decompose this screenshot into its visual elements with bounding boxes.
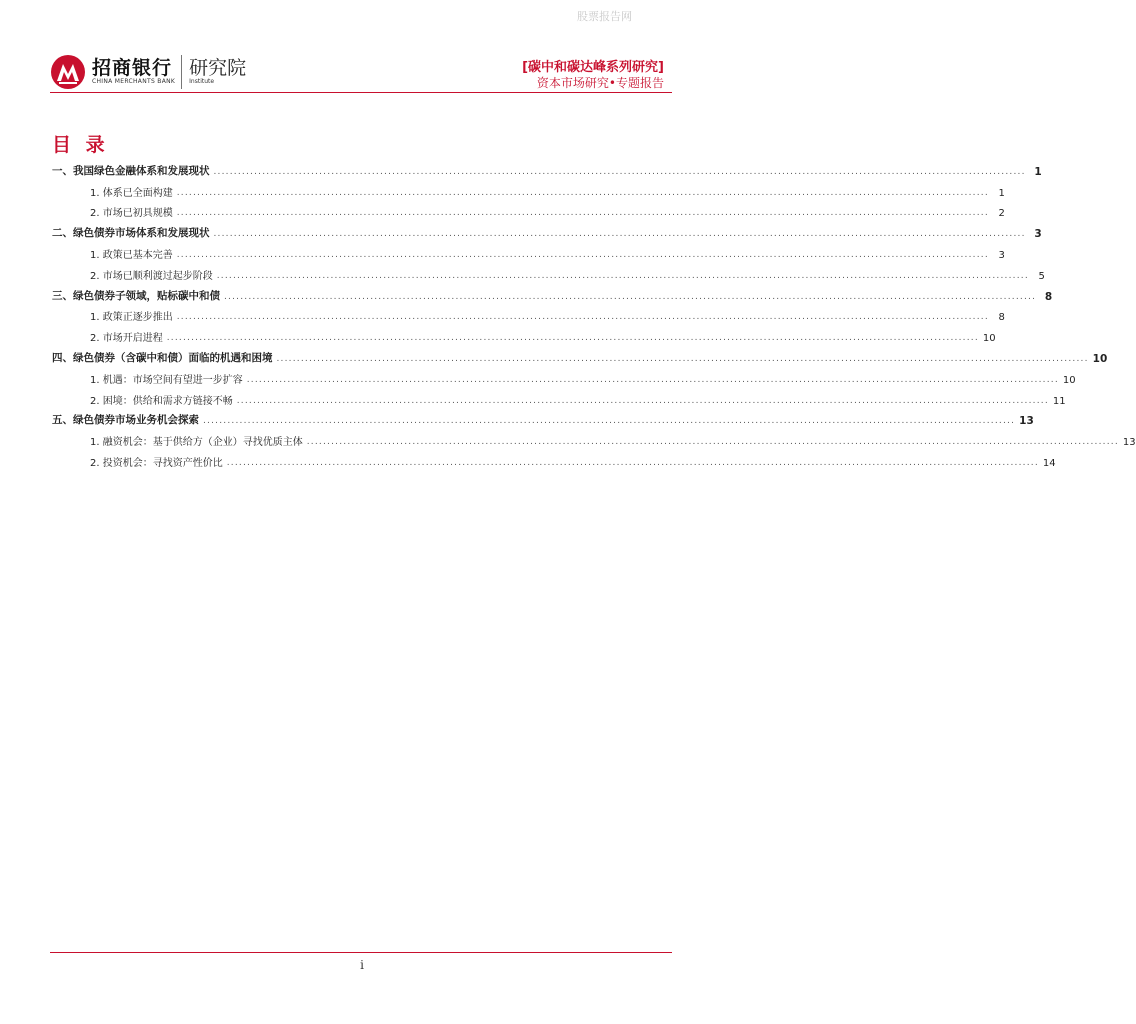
toc-dot-leader: ........................................................................................................................................................................................................ [176,208,989,219]
toc-subsection-entry[interactable] [52,365,1076,386]
institute-cn-text: 研究院 [189,57,247,79]
toc-dot-leader: ........................................................................................................................................................................................................ [213,229,1026,240]
toc-entry-label: 2. 投资机会：寻找资产性价比 [90,457,223,469]
footer-divider [50,952,672,953]
toc-entry-label: 三、绿色债券子领域，贴标碳中和债 [52,289,220,302]
series-title: [碳中和碳达峰系列研究] [522,60,664,75]
toc-subsection-entry[interactable] [52,386,1066,407]
logo-divider [181,55,182,89]
page-number: i [360,958,364,972]
toc-entry-page: 10 [1092,352,1108,365]
toc-entry-page: 1 [1034,165,1042,178]
toc-subsection-entry[interactable] [52,448,1056,469]
toc-dot-leader: ........................................................................................................................................................................................................ [216,270,1029,281]
toc-entry-page: 3 [998,249,1005,261]
toc-section-entry[interactable] [52,407,1034,428]
toc-subsection-entry[interactable] [52,240,1005,261]
toc-subsection-entry[interactable] [52,261,1045,282]
toc-entry-page: 8 [1044,290,1053,303]
toc-entry-page: 13 [1122,437,1136,449]
toc-subsection-entry[interactable] [52,199,1005,220]
table-of-contents [52,157,1136,469]
toc-title: 目 录 [52,134,109,156]
toc-entry-page: 11 [1052,395,1066,407]
toc-entry-label: 1. 融资机会：基于供给方（企业）寻找优质主体 [90,437,303,449]
toc-dot-leader: ........................................................................................................................................................................................................ [203,416,1016,427]
toc-entry-label: 1. 政策已基本完善 [90,249,173,261]
toc-dot-leader: ........................................................................................................................................................................................................ [176,312,989,323]
toc-subsection-entry[interactable] [52,178,1005,199]
toc-subsection-entry[interactable] [52,323,996,345]
toc-entry-page: 5 [1038,270,1045,282]
toc-dot-leader: ........................................................................................................................................................................................................ [236,395,1049,406]
toc-dot-leader: ........................................................................................................................................................................................................ [176,187,989,198]
toc-entry-page: 10 [1062,374,1076,386]
toc-entry-label: 1. 政策正逐步推出 [90,312,173,324]
toc-dot-leader: ........................................................................................................................................................................................................ [224,291,1037,302]
header-divider [50,92,672,93]
toc-section-entry[interactable] [52,157,1042,178]
report-type: 资本市场研究•专题报告 [536,76,664,90]
toc-subsection-entry[interactable] [52,427,1136,449]
toc-entry-label: 五、绿色债券市场业务机会探索 [52,414,199,427]
watermark-text: 股票报告网 [577,10,632,23]
toc-dot-leader: ........................................................................................................................................................................................................ [166,333,979,344]
toc-subsection-entry[interactable] [52,303,1005,324]
toc-dot-leader: ........................................................................................................................................................................................................ [213,166,1026,177]
toc-dot-leader: ........................................................................................................................................................................................................ [276,353,1089,364]
toc-entry-label: 2. 困境：供给和需求方链接不畅 [90,395,233,407]
toc-entry-label: 一、我国绿色金融体系和发展现状 [52,164,210,177]
institute-en-text: Institute [189,78,215,85]
toc-entry-page: 1 [998,187,1005,199]
toc-entry-label: 2. 市场已顺利渡过起步阶段 [90,270,213,282]
toc-entry-label: 1. 机遇：市场空间有望进一步扩容 [90,374,243,386]
toc-section-entry[interactable] [52,219,1042,241]
cmb-logo-icon [50,54,86,90]
toc-entry-label: 二、绿色债券市场体系和发展现状 [52,227,210,240]
toc-entry-label: 四、绿色债券（含碳中和债）面临的机遇和困境 [52,351,273,364]
toc-dot-leader: ........................................................................................................................................................................................................ [246,374,1059,385]
toc-entry-page: 3 [1034,228,1042,241]
toc-section-entry[interactable] [52,282,1053,303]
logo-en-text: CHINA MERCHANTS BANK [92,78,176,85]
cmb-logo [50,52,246,92]
toc-entry-page: 13 [1019,415,1034,428]
logo-cn-text: 招商银行 [92,57,173,79]
toc-entry-label: 2. 市场开启进程 [90,333,163,345]
toc-entry-page: 10 [982,333,996,345]
toc-dot-leader: ........................................................................................................................................................................................................ [226,457,1039,468]
toc-dot-leader: ........................................................................................................................................................................................................ [306,437,1119,448]
toc-entry-page: 8 [998,312,1005,324]
toc-section-entry[interactable] [52,344,1108,365]
toc-entry-label: 2. 市场已初具规模 [90,208,173,220]
toc-entry-page: 2 [998,208,1005,220]
toc-entry-page: 14 [1042,457,1056,469]
toc-dot-leader: ........................................................................................................................................................................................................ [176,249,989,260]
toc-entry-label: 1. 体系已全面构建 [90,187,173,199]
